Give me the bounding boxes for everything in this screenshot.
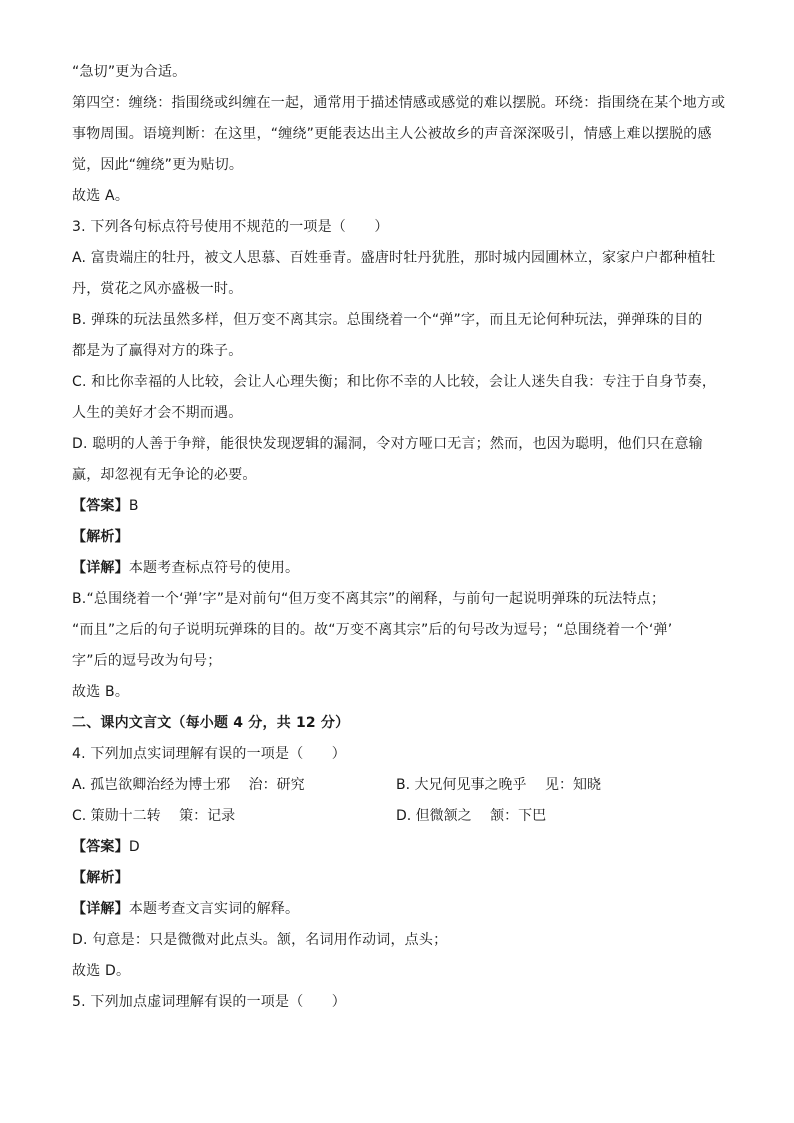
question-3-option-b: B. 弹珠的玩法虽然多样，但万变不离其宗。总围绕着一个“弹”字，而且无论何种玩法，弹弹珠的目的 [72,312,703,328]
answer-value: D [128,839,140,855]
explanation-3-line: “而且”之后的句子说明玩弹珠的目的。故“万变不离其宗”后的句号改为逗号；“总围绕着一个‘弹’ [72,622,673,638]
question-4-options-row-1 [72,775,722,795]
text-line: 觉，因此“缠绕”更为贴切。 [72,157,244,173]
detail-3 [72,558,722,578]
question-3-option-d: D. 聪明的人善于争辩，能很快发现逻辑的漏洞，令对方哑口无言；然而，也因为聪明，他们只在意输 [72,436,703,452]
question-3-option-a: A. 富贵端庄的牡丹，被文人思慕、百姓垂青。盛唐时牡丹犹胜，那时城内园圃林立，家家户户都种植牡 [72,250,716,266]
detail-text: 本题考查文言实词的解释。 [128,901,300,917]
explanation-3-line: B.“总围绕着一个‘弹’字”是对前句“但万变不离其宗”的阐释，与前句一起说明弹珠的玩法特点； [72,591,666,607]
text-line: 故选 A。 [72,188,130,204]
text-line: 第四空：缠绕：指围绕或纠缠在一起，通常用于描述情感或感觉的难以摆脱。环绕：指围绕在某个地方或 [72,95,726,111]
detail-text: 本题考查标点符号的使用。 [128,560,300,576]
detail-label: 【详解】 [72,560,129,576]
question-3-option-c: C. 和比你幸福的人比较，会让人心理失衡；和比你不幸的人比较，会让人迷失自我：专注于自身节奏， [72,374,717,390]
question-3-option-d-cont: 赢，却忽视有无争论的必要。 [72,467,257,483]
question-4-stem: 4. 下列加点实词理解有误的一项是（ ） [72,746,347,762]
question-4-options-row-2 [72,806,722,826]
question-3-option-b-cont: 都是为了赢得对方的珠子。 [72,343,243,359]
answer-label: 【答案】 [72,839,129,855]
explanation-4-line: D. 句意是：只是微微对此点头。颔，名词用作动词，点头； [72,932,448,948]
answer-label: 【答案】 [72,498,129,514]
answer-4 [72,837,722,857]
answer-3 [72,496,722,516]
question-4-option-a: A. 孤岂欲卿治经为博士邪 治：研究 [72,777,305,793]
detail-4 [72,899,722,919]
question-3-stem: 3. 下列各句标点符号使用不规范的一项是（ ） [72,219,389,235]
question-3-option-a-cont: 丹，赏花之风亦盛极一时。 [72,281,243,297]
question-4-option-d: D. 但微颔之 颔：下巴 [396,808,547,824]
explanation-3-line: 字”后的逗号改为句号； [72,653,222,669]
explanation-3-line: 故选 B。 [72,684,130,700]
section-2-heading: 二、课内文言文（每小题 4 分，共 12 分） [72,715,350,731]
answer-value: B [128,498,139,514]
question-4-option-b: B. 大兄何见事之晚乎 见：知晓 [396,777,601,793]
analysis-3-heading: 【解析】 [72,529,129,545]
question-3-option-c-cont: 人生的美好才会不期而遇。 [72,405,243,421]
detail-label: 【详解】 [72,901,129,917]
text-line: “急切”更为合适。 [72,64,187,80]
text-line: 事物周围。语境判断：在这里，“缠绕”更能表达出主人公被故乡的声音深深吸引，情感上难以摆脱的感 [72,126,712,142]
question-4-option-c: C. 策勋十二转 策：记录 [72,808,236,824]
question-5-stem: 5. 下列加点虚词理解有误的一项是（ ） [72,994,347,1010]
analysis-4-heading: 【解析】 [72,870,129,886]
document-page [72,62,726,1023]
explanation-4-line: 故选 D。 [72,963,131,979]
